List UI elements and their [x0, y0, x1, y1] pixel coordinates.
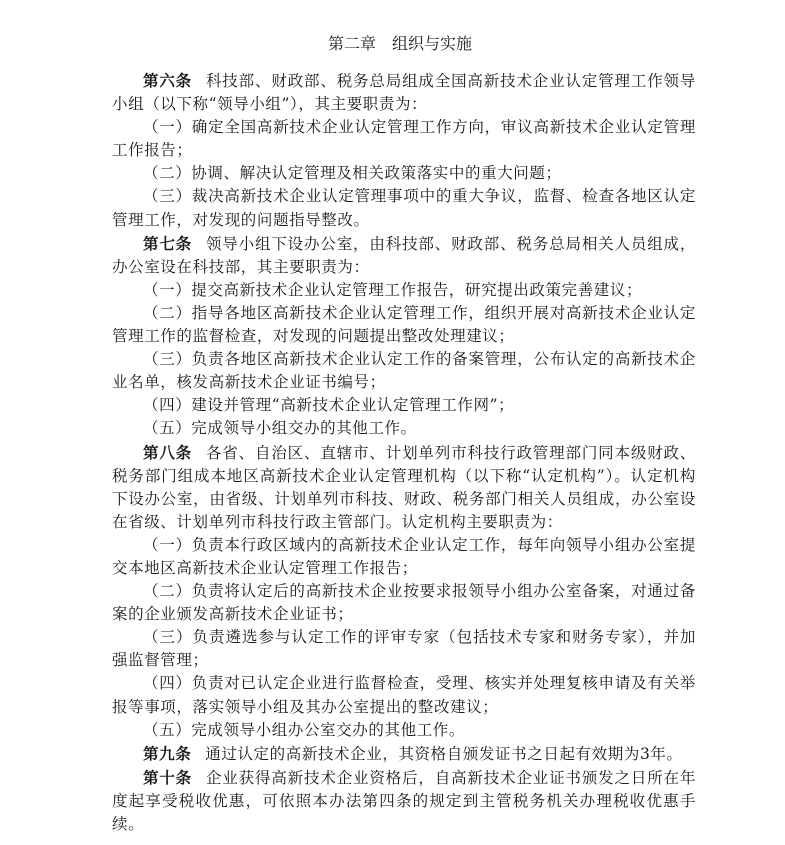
chapter-title: 第二章 组织与实施: [327, 34, 472, 53]
article-paragraph: [112, 441, 696, 534]
document-body: [112, 69, 696, 836]
list-item-paragraph: [112, 580, 696, 626]
paragraph-text: 企业获得高新技术企业资格后，自高新技术企业证书颁发之日所在年度起享受税收优惠，可依照本办法第四条的规定到主管税务机关办理税收优惠手续。: [112, 768, 696, 833]
article-paragraph: [112, 766, 696, 836]
list-item-paragraph: [112, 348, 696, 394]
paragraph-text: （二）负责将认定后的高新技术企业按要求报领导小组办公室备案，对通过备案的企业颁发高新技术企业证书；: [112, 582, 696, 624]
paragraph-text: （三）负责遴选参与认定工作的评审专家（包括技术专家和财务专家），并加强监督管理；: [112, 628, 696, 670]
article-number: 第九条: [143, 743, 192, 763]
article-number: 第十条: [143, 767, 193, 787]
paragraph-text: （三）裁决高新技术企业认定管理事项中的重大争议，监督、检查各地区认定管理工作，对发现的问题指导整改。: [112, 187, 696, 229]
article-number: 第七条: [143, 233, 193, 253]
list-item-paragraph: [112, 116, 696, 162]
list-item-paragraph: [112, 279, 696, 302]
paragraph-text: 领导小组下设办公室，由科技部、财政部、税务总局相关人员组成，办公室设在科技部，其主要职责为：: [112, 234, 696, 276]
list-item-paragraph: [112, 185, 696, 231]
list-item-paragraph: [112, 162, 696, 185]
paragraph-text: （四）建设并管理“高新技术企业认定管理工作网”；: [143, 396, 515, 415]
document-page: [112, 22, 696, 836]
paragraph-text: （五）完成领导小组办公室交办的其他工作。: [143, 720, 466, 739]
list-item-paragraph: [112, 534, 696, 580]
list-item-paragraph: [112, 394, 696, 417]
list-item-paragraph: [112, 626, 696, 672]
paragraph-text: （三）负责各地区高新技术企业认定工作的备案管理，公布认定的高新技术企业名单，核发高新技术企业证书编号；: [112, 350, 696, 392]
list-item-paragraph: [112, 719, 696, 742]
paragraph-text: （四）负责对已认定企业进行监督检查，受理、核实并处理复核申请及有关举报等事项，落实领导小组及其办公室提出的整改建议；: [112, 674, 696, 716]
list-item-paragraph: [112, 302, 696, 348]
paragraph-text: （五）完成领导小组交办的其他工作。: [143, 419, 417, 438]
article-paragraph: [112, 232, 696, 279]
paragraph-text: 通过认定的高新技术企业，其资格自颁发证书之日起有效期为3年。: [205, 744, 683, 763]
article-number: 第八条: [143, 442, 193, 462]
paragraph-text: （二）协调、解决认定管理及相关政策落实中的重大问题；: [143, 164, 562, 183]
paragraph-text: 各省、自治区、直辖市、计划单列市科技行政管理部门同本级财政、税务部门组成本地区高新技术企业认定管理机构（以下称“认定机构”）。认定机构下设办公室，由省级、计划单列市科技、财政、税务部门相关人员组成，办公室设在省级、计划单列市科技行政主管部门。认定机构主要职责为：: [112, 443, 696, 531]
list-item-paragraph: [112, 417, 696, 440]
paragraph-text: （一）确定全国高新技术企业认定管理工作方向，审议高新技术企业认定管理工作报告；: [112, 118, 696, 160]
paragraph-text: （二）指导各地区高新技术企业认定管理工作，组织开展对高新技术企业认定管理工作的监督检查，对发现的问题提出整改处理建议；: [112, 303, 696, 346]
article-paragraph: [112, 742, 696, 766]
paragraph-text: （一）提交高新技术企业认定管理工作报告，研究提出政策完善建议；: [143, 280, 643, 299]
article-paragraph: [112, 69, 696, 116]
article-number: 第六条: [143, 71, 193, 90]
paragraph-text: 科技部、财政部、税务总局组成全国高新技术企业认定管理工作领导小组（以下称“领导小组”），其主要职责为：: [112, 72, 696, 114]
list-item-paragraph: [112, 672, 696, 718]
paragraph-text: （一）负责本行政区域内的高新技术企业认定工作，每年向领导小组办公室提交本地区高新技术企业认定管理工作报告；: [112, 535, 696, 577]
